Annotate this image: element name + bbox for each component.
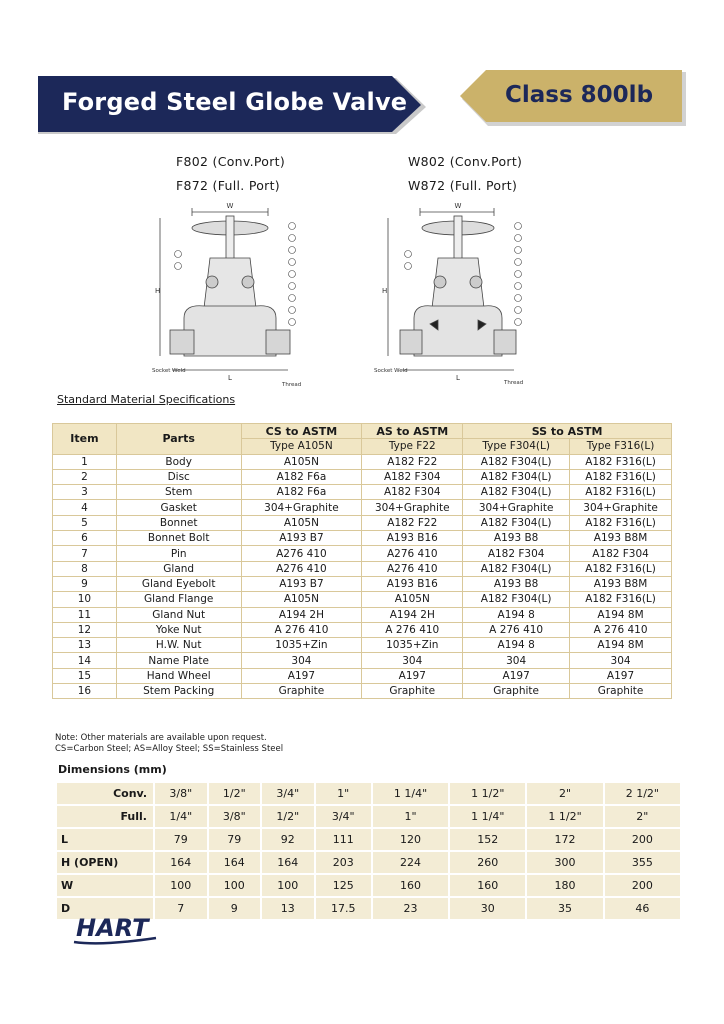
note-line-1: Note: Other materials are available upon request. — [55, 733, 267, 743]
part-cell: Gland Flange — [116, 592, 241, 607]
part-cell: Bonnet Bolt — [116, 531, 241, 546]
part-cell: Name Plate — [116, 653, 241, 668]
dimension-cell: 200 — [605, 829, 680, 850]
cs-cell: A182 F6a — [241, 485, 362, 500]
dimension-cell: 2" — [605, 806, 680, 827]
item-cell: 2 — [53, 469, 117, 484]
ss304-cell: A182 F304(L) — [463, 454, 570, 469]
as-cell: A193 B16 — [362, 531, 463, 546]
dimensions-table — [55, 781, 682, 921]
cs-cell: A 276 410 — [241, 622, 362, 637]
header-cs: CS to ASTM — [241, 424, 362, 439]
as-cell: A197 — [362, 668, 463, 683]
dimensions-table-body — [57, 783, 680, 919]
dimension-cell: 152 — [450, 829, 525, 850]
dimension-cell: 79 — [155, 829, 207, 850]
dimension-row-label: Full. — [57, 806, 153, 827]
as-cell: 1035+Zin — [362, 638, 463, 653]
header-as: AS to ASTM — [362, 424, 463, 439]
dimension-cell: 3/4" — [316, 806, 371, 827]
ss316-cell: A197 — [570, 668, 672, 683]
part-cell: Yoke Nut — [116, 622, 241, 637]
ss304-cell: A197 — [463, 668, 570, 683]
dimension-cell: 1/2" — [262, 806, 314, 827]
dimension-cell: 164 — [155, 852, 207, 873]
part-cell: Body — [116, 454, 241, 469]
drawing-left-h-label: H — [155, 287, 161, 295]
table-row — [53, 638, 672, 653]
part-cell: Stem — [116, 485, 241, 500]
dimension-cell: 172 — [527, 829, 602, 850]
as-cell: A194 2H — [362, 607, 463, 622]
cs-cell: 304+Graphite — [241, 500, 362, 515]
dimension-cell: 164 — [209, 852, 261, 873]
dimension-cell: 2 1/2" — [605, 783, 680, 804]
dimensions-title: Dimensions (mm) — [58, 763, 167, 776]
as-cell: A276 410 — [362, 546, 463, 561]
dimension-cell: 120 — [373, 829, 448, 850]
ss304-cell: A182 F304(L) — [463, 592, 570, 607]
ss304-cell: 304 — [463, 653, 570, 668]
part-cell: Gland — [116, 561, 241, 576]
item-cell: 4 — [53, 500, 117, 515]
ss316-cell: A182 F316(L) — [570, 561, 672, 576]
ss304-cell: A193 B8 — [463, 576, 570, 591]
dimension-row — [57, 783, 680, 804]
as-cell: A 276 410 — [362, 622, 463, 637]
as-cell: A182 F304 — [362, 469, 463, 484]
dimension-cell: 100 — [209, 875, 261, 896]
model-caption-left — [176, 150, 285, 198]
dimension-cell: 7 — [155, 898, 207, 919]
as-cell: A182 F22 — [362, 515, 463, 530]
dimension-cell: 30 — [450, 898, 525, 919]
drawing-right-thread-label: Thread — [504, 380, 524, 386]
dimension-cell: 1" — [316, 783, 371, 804]
ss304-cell: A182 F304 — [463, 546, 570, 561]
note-line-2: CS=Carbon Steel; AS=Alloy Steel; SS=Stainless Steel — [55, 744, 284, 754]
materials-note — [55, 733, 283, 755]
as-cell: A182 F304 — [362, 485, 463, 500]
as-cell: 304+Graphite — [362, 500, 463, 515]
cs-cell: Graphite — [241, 684, 362, 699]
dimension-cell: 17.5 — [316, 898, 371, 919]
drawing-left-thread-label: Thread — [282, 382, 302, 388]
dimension-cell: 1 1/2" — [527, 806, 602, 827]
dimension-cell: 160 — [373, 875, 448, 896]
dimension-cell: 100 — [262, 875, 314, 896]
drawing-left-w-label: W — [226, 202, 234, 210]
dimension-cell: 3/4" — [262, 783, 314, 804]
part-cell: Gland Eyebolt — [116, 576, 241, 591]
dimension-cell: 1" — [373, 806, 448, 827]
cs-cell: A276 410 — [241, 546, 362, 561]
ss304-cell: A182 F304(L) — [463, 469, 570, 484]
ss304-cell: 304+Graphite — [463, 500, 570, 515]
cs-cell: A193 B7 — [241, 576, 362, 591]
header-item: Item — [53, 424, 117, 455]
dimension-cell: 79 — [209, 829, 261, 850]
dimension-cell: 1 1/2" — [450, 783, 525, 804]
dimension-cell: 111 — [316, 829, 371, 850]
table-row — [53, 485, 672, 500]
ss304-cell: A193 B8 — [463, 531, 570, 546]
dimension-cell: 125 — [316, 875, 371, 896]
as-cell: A276 410 — [362, 561, 463, 576]
dimension-cell: 224 — [373, 852, 448, 873]
dimension-row-label: D — [57, 898, 153, 919]
type-cs: Type A105N — [241, 439, 362, 454]
part-cell: Stem Packing — [116, 684, 241, 699]
ss316-cell: A193 B8M — [570, 576, 672, 591]
ss316-cell: 304 — [570, 653, 672, 668]
dimension-cell: 3/8" — [155, 783, 207, 804]
dimension-cell: 200 — [605, 875, 680, 896]
as-cell: A182 F22 — [362, 454, 463, 469]
type-as: Type F22 — [362, 439, 463, 454]
material-spec-table — [52, 423, 672, 699]
ss304-cell: Graphite — [463, 684, 570, 699]
drawing-right-l-label: L — [456, 374, 460, 382]
page-title: Forged Steel Globe Valve — [62, 88, 408, 116]
dimension-cell: 46 — [605, 898, 680, 919]
cs-cell: A105N — [241, 454, 362, 469]
item-cell: 9 — [53, 576, 117, 591]
part-cell: Pin — [116, 546, 241, 561]
dimension-cell: 92 — [262, 829, 314, 850]
ss316-cell: A 276 410 — [570, 622, 672, 637]
ss316-cell: A193 B8M — [570, 531, 672, 546]
materials-section-title: Standard Material Specifications — [57, 393, 236, 406]
as-cell: A105N — [362, 592, 463, 607]
ss316-cell: 304+Graphite — [570, 500, 672, 515]
drawing-right-weld-label: Socket Weld — [374, 368, 408, 374]
dimension-cell: 160 — [450, 875, 525, 896]
ss304-cell: A 276 410 — [463, 622, 570, 637]
dimension-cell: 100 — [155, 875, 207, 896]
dimension-cell: 1 1/4" — [450, 806, 525, 827]
dimension-row — [57, 875, 680, 896]
item-cell: 3 — [53, 485, 117, 500]
model-caption-right-full: W872 (Full. Port) — [408, 178, 518, 193]
item-cell: 5 — [53, 515, 117, 530]
table-row — [53, 531, 672, 546]
part-cell: H.W. Nut — [116, 638, 241, 653]
cs-cell: A193 B7 — [241, 531, 362, 546]
item-cell: 15 — [53, 668, 117, 683]
cs-cell: A276 410 — [241, 561, 362, 576]
item-cell: 11 — [53, 607, 117, 622]
header-parts: Parts — [116, 424, 241, 455]
cs-cell: A182 F6a — [241, 469, 362, 484]
ss316-cell: Graphite — [570, 684, 672, 699]
model-caption-left-conv: F802 (Conv.Port) — [176, 154, 286, 169]
part-cell: Hand Wheel — [116, 668, 241, 683]
dimension-cell: 1/2" — [209, 783, 261, 804]
model-caption-right-conv: W802 (Conv.Port) — [408, 154, 523, 169]
dimension-cell: 164 — [262, 852, 314, 873]
cs-cell: A197 — [241, 668, 362, 683]
part-cell: Gland Nut — [116, 607, 241, 622]
ss316-cell: A182 F316(L) — [570, 592, 672, 607]
dimension-cell: 180 — [527, 875, 602, 896]
ss316-cell: A194 8M — [570, 607, 672, 622]
item-cell: 14 — [53, 653, 117, 668]
table-row — [53, 653, 672, 668]
valve-drawing-butt-weld — [372, 198, 532, 398]
dimension-cell: 300 — [527, 852, 602, 873]
item-cell: 1 — [53, 454, 117, 469]
dimension-cell: 23 — [373, 898, 448, 919]
type-ss304: Type F304(L) — [463, 439, 570, 454]
ss304-cell: A194 8 — [463, 607, 570, 622]
item-cell: 12 — [53, 622, 117, 637]
dimension-row — [57, 806, 680, 827]
ss304-cell: A182 F304(L) — [463, 515, 570, 530]
header-ss: SS to ASTM — [463, 424, 672, 439]
item-cell: 10 — [53, 592, 117, 607]
dimension-row-label: H (OPEN) — [57, 852, 153, 873]
table-row — [53, 607, 672, 622]
drawing-left-weld-label: Socket Weld — [152, 368, 186, 374]
dimension-row — [57, 852, 680, 873]
item-cell: 13 — [53, 638, 117, 653]
cs-cell: A194 2H — [241, 607, 362, 622]
item-cell: 6 — [53, 531, 117, 546]
dimension-cell: 355 — [605, 852, 680, 873]
valve-drawing-socket-weld — [150, 198, 310, 398]
ss304-cell: A182 F304(L) — [463, 485, 570, 500]
table-row — [53, 546, 672, 561]
type-ss316: Type F316(L) — [570, 439, 672, 454]
ss304-cell: A194 8 — [463, 638, 570, 653]
drawing-right-h-label: H — [382, 287, 388, 295]
ss316-cell: A182 F304 — [570, 546, 672, 561]
table-row — [53, 500, 672, 515]
dimension-cell: 35 — [527, 898, 602, 919]
dimension-row-label: Conv. — [57, 783, 153, 804]
as-cell: 304 — [362, 653, 463, 668]
table-row — [53, 469, 672, 484]
ss316-cell: A182 F316(L) — [570, 485, 672, 500]
table-row — [53, 668, 672, 683]
table-row — [53, 454, 672, 469]
dimension-cell: 2" — [527, 783, 602, 804]
dimension-row-label: L — [57, 829, 153, 850]
dimension-cell: 3/8" — [209, 806, 261, 827]
class-label: Class 800lb — [505, 82, 654, 108]
ss304-cell: A182 F304(L) — [463, 561, 570, 576]
item-cell: 16 — [53, 684, 117, 699]
ss316-cell: A182 F316(L) — [570, 454, 672, 469]
table-row — [53, 515, 672, 530]
dimension-cell: 1 1/4" — [373, 783, 448, 804]
cs-cell: 304 — [241, 653, 362, 668]
dimension-cell: 13 — [262, 898, 314, 919]
model-caption-left-full: F872 (Full. Port) — [176, 178, 280, 193]
dimension-cell: 260 — [450, 852, 525, 873]
table-row — [53, 561, 672, 576]
table-row — [53, 622, 672, 637]
ss316-cell: A182 F316(L) — [570, 469, 672, 484]
cs-cell: A105N — [241, 515, 362, 530]
as-cell: Graphite — [362, 684, 463, 699]
cs-cell: A105N — [241, 592, 362, 607]
as-cell: A193 B16 — [362, 576, 463, 591]
drawing-left-l-label: L — [228, 374, 232, 382]
dimension-row — [57, 829, 680, 850]
part-cell: Bonnet — [116, 515, 241, 530]
model-caption-right — [408, 150, 522, 198]
dimension-cell: 9 — [209, 898, 261, 919]
cs-cell: 1035+Zin — [241, 638, 362, 653]
item-cell: 8 — [53, 561, 117, 576]
table-row — [53, 576, 672, 591]
part-cell: Disc — [116, 469, 241, 484]
logo-text: HART — [76, 914, 149, 942]
item-cell: 7 — [53, 546, 117, 561]
ss316-cell: A194 8M — [570, 638, 672, 653]
table-row — [53, 684, 672, 699]
material-table-body — [53, 454, 672, 699]
dimension-cell: 1/4" — [155, 806, 207, 827]
part-cell: Gasket — [116, 500, 241, 515]
table-row — [53, 592, 672, 607]
ss316-cell: A182 F316(L) — [570, 515, 672, 530]
dimension-cell: 203 — [316, 852, 371, 873]
hart-logo — [72, 912, 162, 948]
drawing-right-w-label: W — [454, 202, 462, 210]
dimension-row-label: W — [57, 875, 153, 896]
